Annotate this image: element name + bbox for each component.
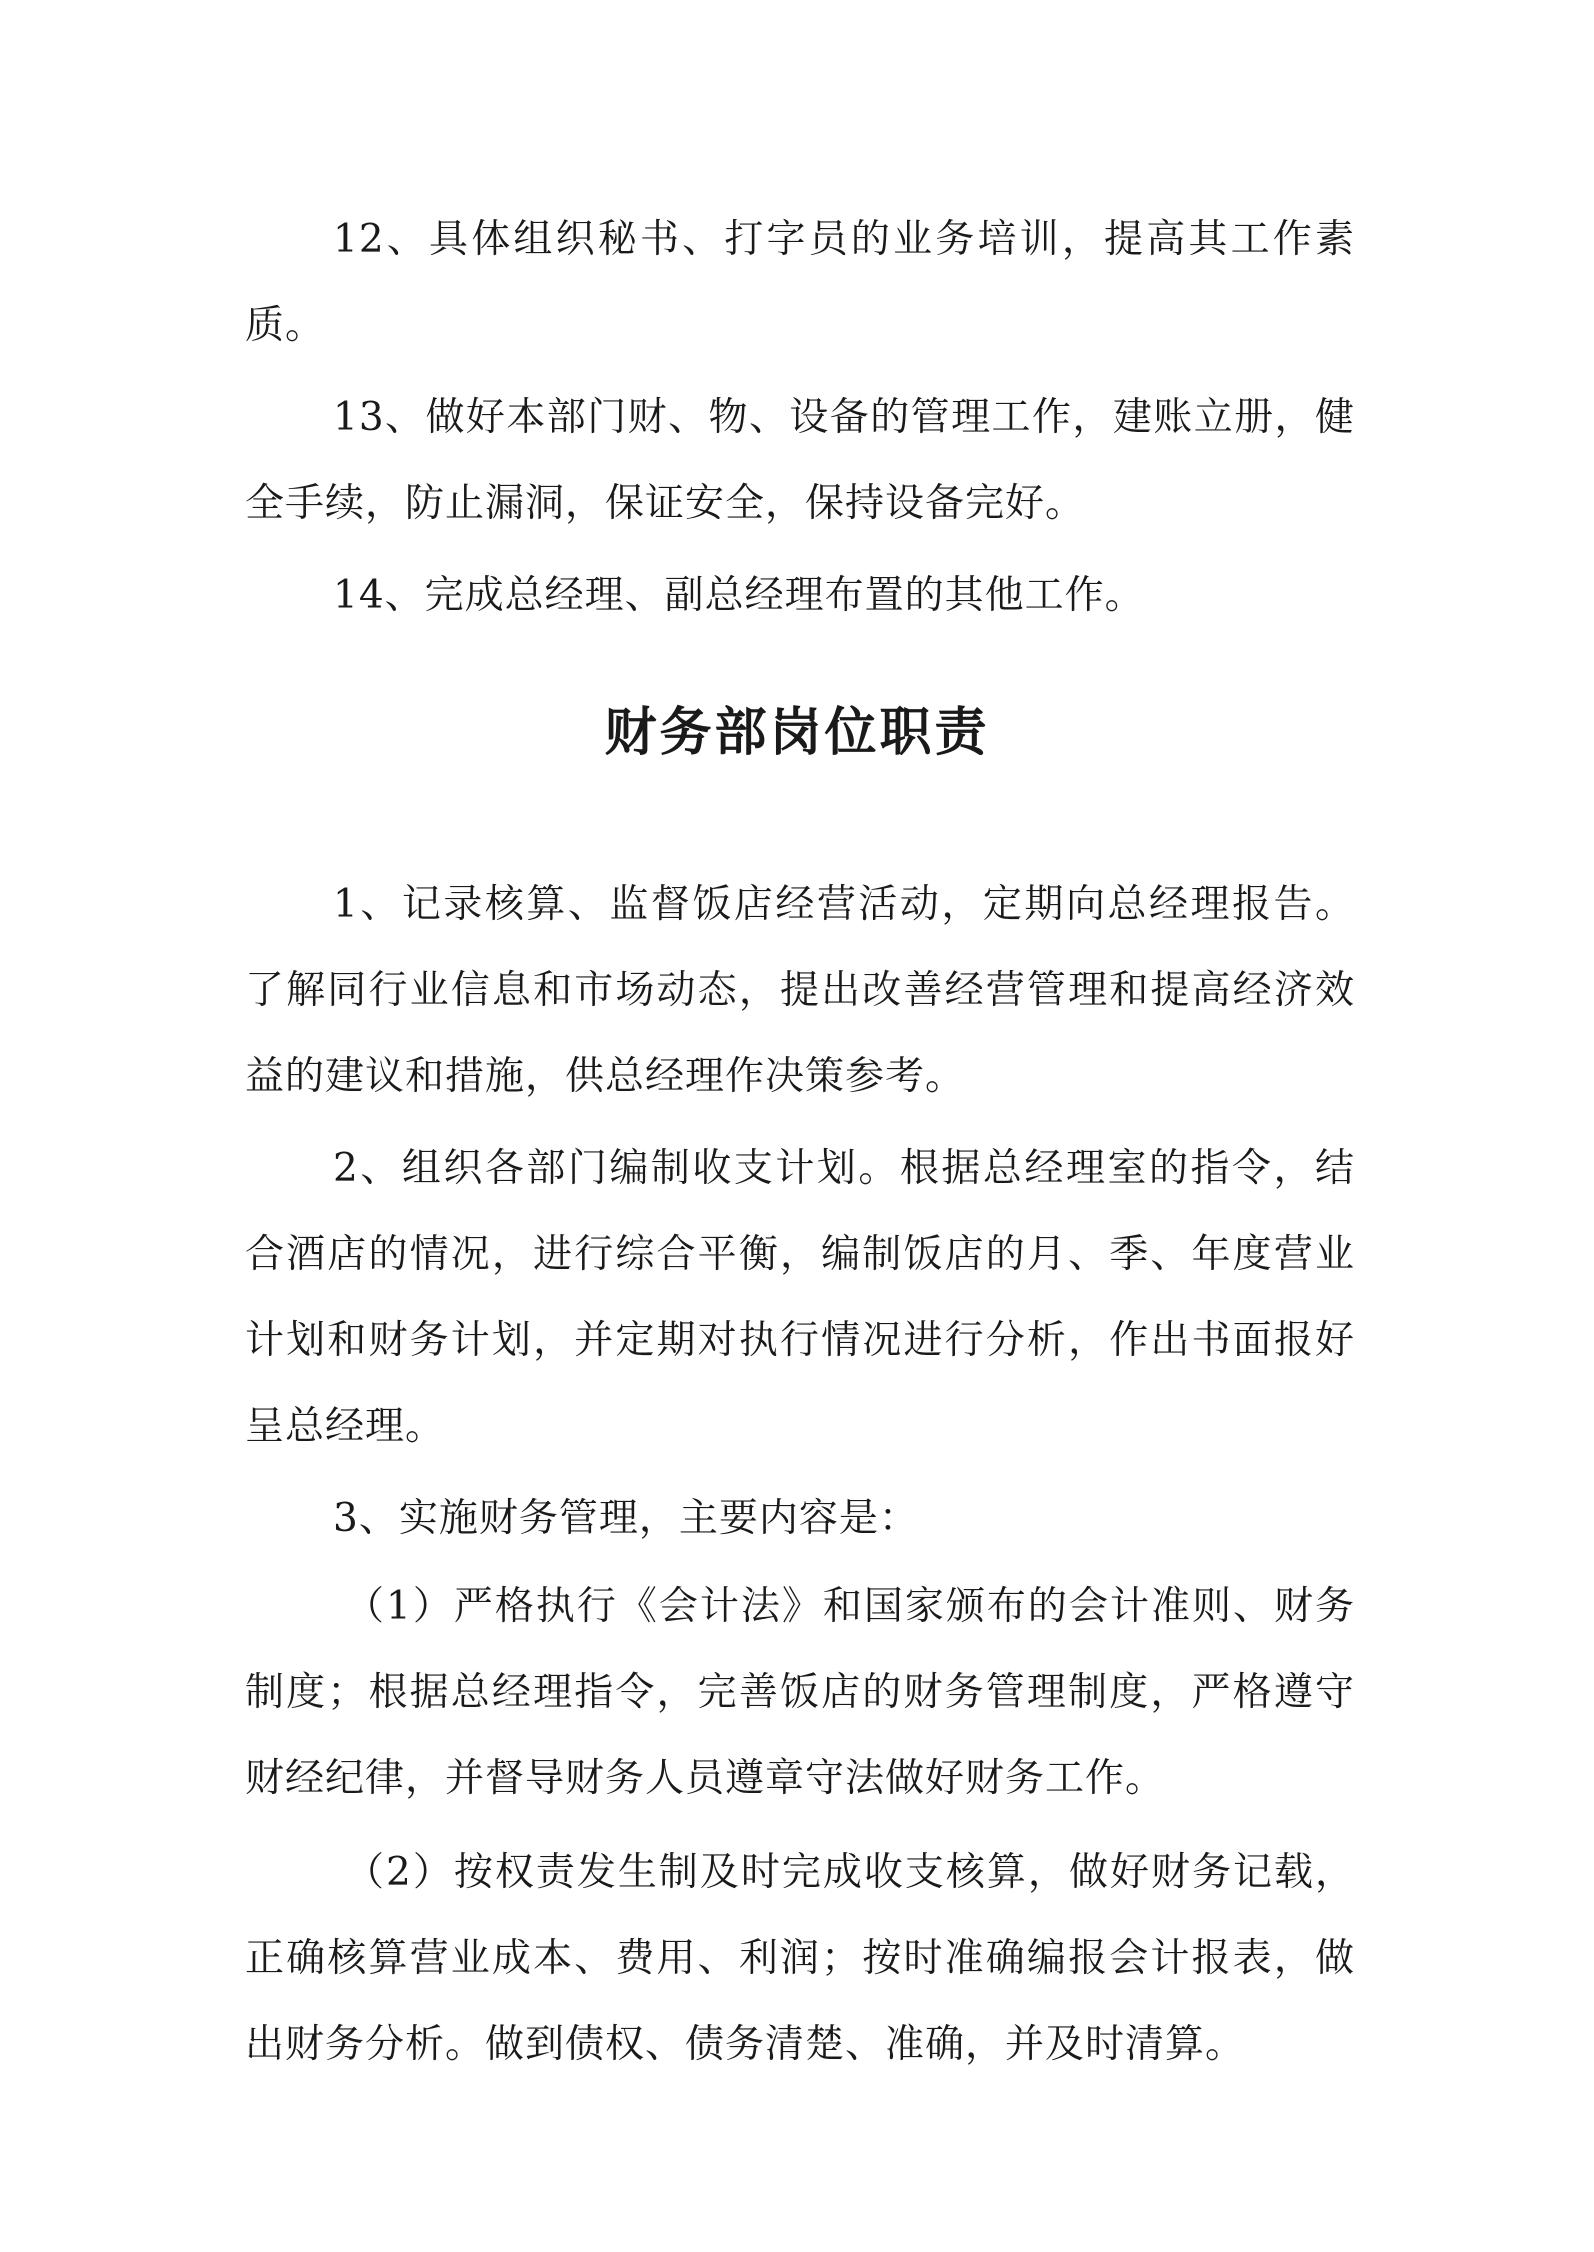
paragraph-item-1: 1、记录核算、监督饭店经营活动，定期向总经理报告。了解同行业信息和市场动态，提出改善经营管理和提高经济效益的建议和措施，供总经理作决策参考。: [245, 882, 1355, 1099]
paragraph-item-14: 14、完成总经理、副总经理布置的其他工作。: [333, 573, 1145, 618]
paragraph-item-2: 2、组织各部门编制收支计划。根据总经理室的指令，结合酒店的情况，进行综合平衡，编制饭店的月、季、年度营业计划和财务计划，并定期对执行情况进行分析，作出书面报好呈总经理。: [245, 1146, 1355, 1449]
paragraph-item-13: 13、做好本部门财、物、设备的管理工作，建账立册，健全手续，防止漏洞，保证安全，保持设备完好。: [245, 395, 1355, 526]
finance-section: [245, 862, 1355, 2088]
paragraph-item-12: 12、具体组织秘书、打字员的业务培训，提高其工作素质。: [245, 217, 1355, 348]
sub-paragraph-1: （1）严格执行《会计法》和国家颁布的会计准则、财务制度；根据总经理指令，完善饭店的财务管理制度，严格遵守财经纪律，并督导财务人员遵章守法做好财务工作。: [245, 1584, 1355, 1801]
paragraph-item-3: 3、实施财务管理，主要内容是：: [333, 1496, 919, 1541]
section-title: 财务部岗位职责: [604, 703, 990, 763]
sub-paragraph-2: （2）按权责发生制及时完成收支核算，做好财务记载，正确核算营业成本、费用、利润；按时准确编报会计报表，做出财务分析。做到债权、债务清楚、准确，并及时清算。: [245, 1850, 1355, 2067]
top-section: [245, 197, 1355, 639]
